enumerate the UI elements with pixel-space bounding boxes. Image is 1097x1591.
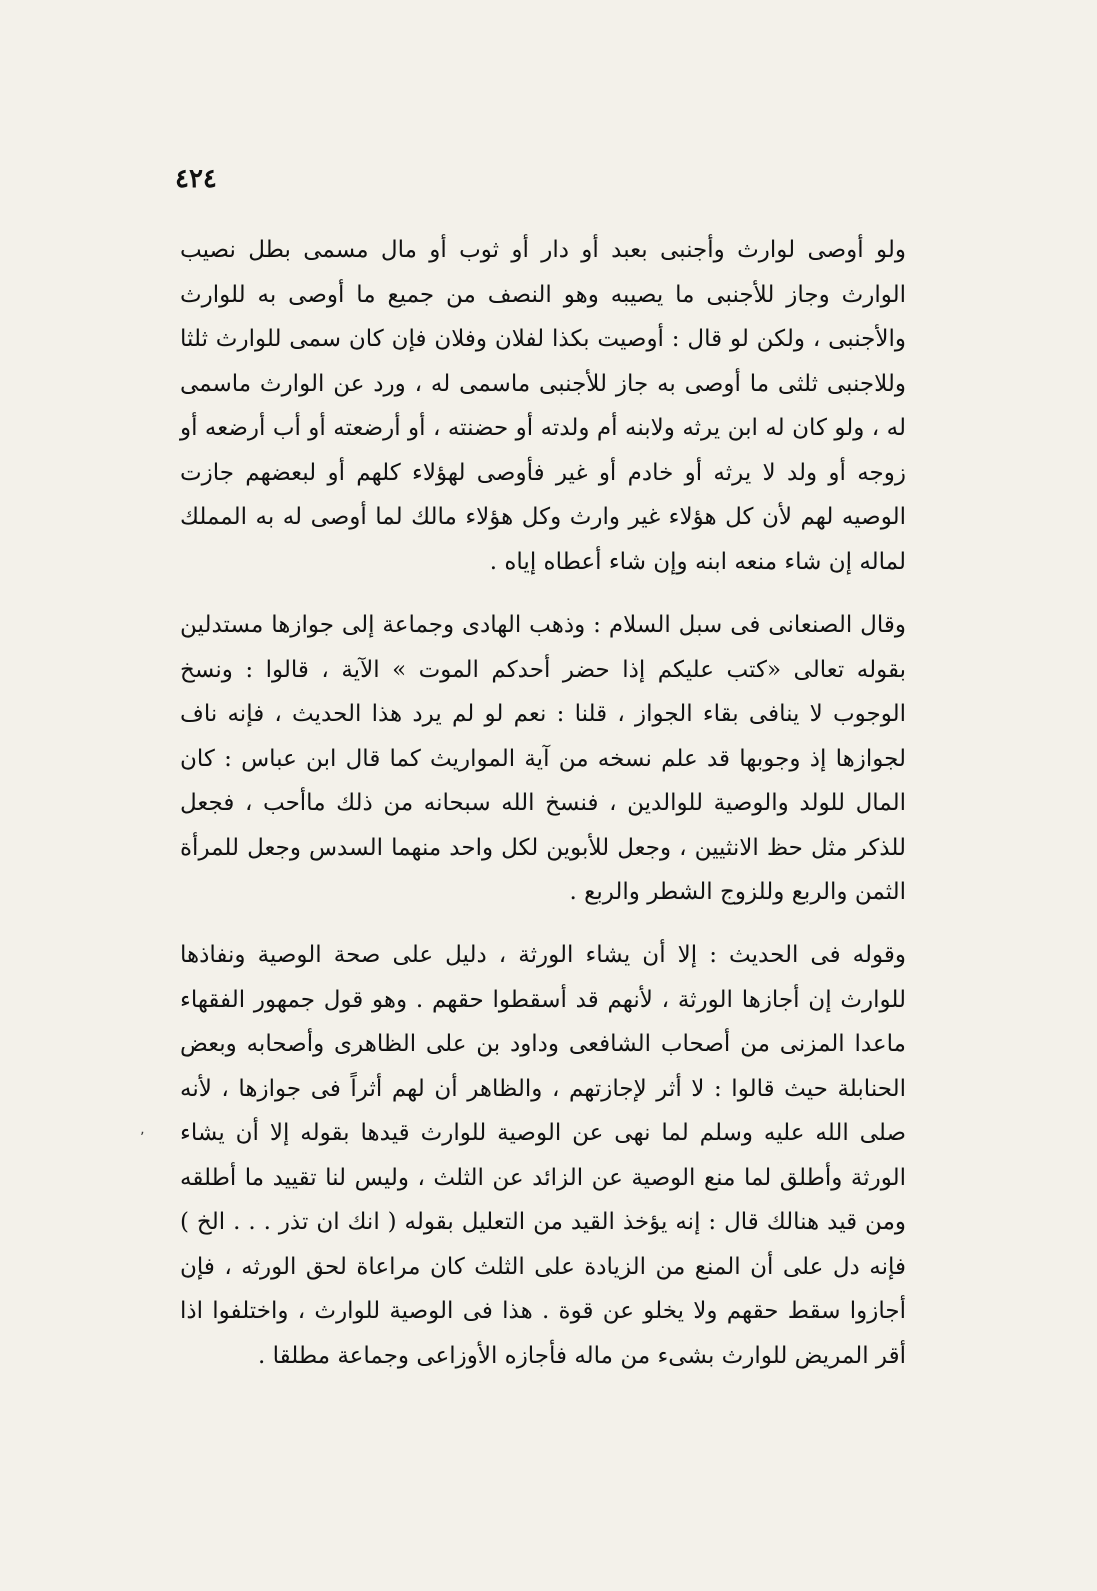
- paragraph-3: وقوله فى الحديث : إلا أن يشاء الورثة ، دليل على صحة الوصية ونفاذها للوارث إن أجازها الورثة ، لأنهم قد أسقطوا حقهم . وهو قول جمهور الفقهاء ماعدا المزنى من أصحاب الشافعى وداود بن على الظاهرى وأصحابه وبعض الحنابلة حيث قالوا : لا أثر لإجازتهم ، والظاهر أن لهم أثراً فى جوازها ، لأنه صلى الله عليه وسلم لما نهى عن الوصية للوارث قيدها بقوله إلا أن يشاء الورثة وأطلق لما منع الوصية عن الزائد عن الثلث ، وليس لنا تقييد ما أطلقه ومن قيد هنالك قال : إنه يؤخذ القيد من التعليل بقوله ( انك ان تذر . . . الخ ) فإنه دل على أن المنع من الزيادة على الثلث كان مراعاة لحق الورثه ، فإن أجازوا سقط حقهم ولا يخلو عن قوة . هذا فى الوصية للوارث ، واختلفوا اذا أقر المريض للوارث بشىء من ماله فأجازه الأوزاعى وجماعة مطلقا .: [180, 942, 906, 1369]
- page-number: ٤٢٤: [175, 164, 217, 194]
- paragraph-2: وقال الصنعانى فى سبل السلام : وذهب الهادى وجماعة إلى جوازها مستدلين بقوله تعالى «كتب عليكم إذا حضر أحدكم الموت » الآية ، قالوا : ونسخ الوجوب لا ينافى بقاء الجواز ، قلنا : نعم لو لم يرد هذا الحديث ، فإنه ناف لجوازها إذ وجوبها قد علم نسخه من آية المواريث كما قال ابن عباس : كان المال للولد والوصية للوالدين ، فنسخ الله سبحانه من ذلك ماأحب ، فجعل للذكر مثل حظ الانثيين ، وجعل للأبوين لكل واحد منهما السدس وجعل للمرأة الثمن والربع وللزوج الشطر والربع .: [180, 612, 906, 905]
- paragraph-1: ولو أوصى لوارث وأجنبى بعبد أو دار أو ثوب أو مال مسمى بطل نصيب الوارث وجاز للأجنبى ما يصيبه وهو النصف من جميع ما أوصى به للوارث والأجنبى ، ولكن لو قال : أوصيت بكذا لفلان وفلان فإن كان سمى للوارث ثلثا وللاجنبى ثلثى ما أوصى به جاز للأجنبى ماسمى له ، ورد عن الوارث ماسمى له ، ولو كان له ابن يرثه ولابنه أم ولدته أو حضنته ، أو أرضعته أو أب أرضعه أو زوجه أو ولد لا يرثه أو خادم أو غير فأوصى لهؤلاء كلهم أو لبعضهم جازت الوصيه لهم لأن كل هؤلاء غير وارث وكل هؤلاء مالك لما أوصى له به المملك لماله إن شاء منعه ابنه وإن شاء أعطاه إياه .: [180, 237, 906, 575]
- margin-mark: ٬: [140, 1130, 145, 1146]
